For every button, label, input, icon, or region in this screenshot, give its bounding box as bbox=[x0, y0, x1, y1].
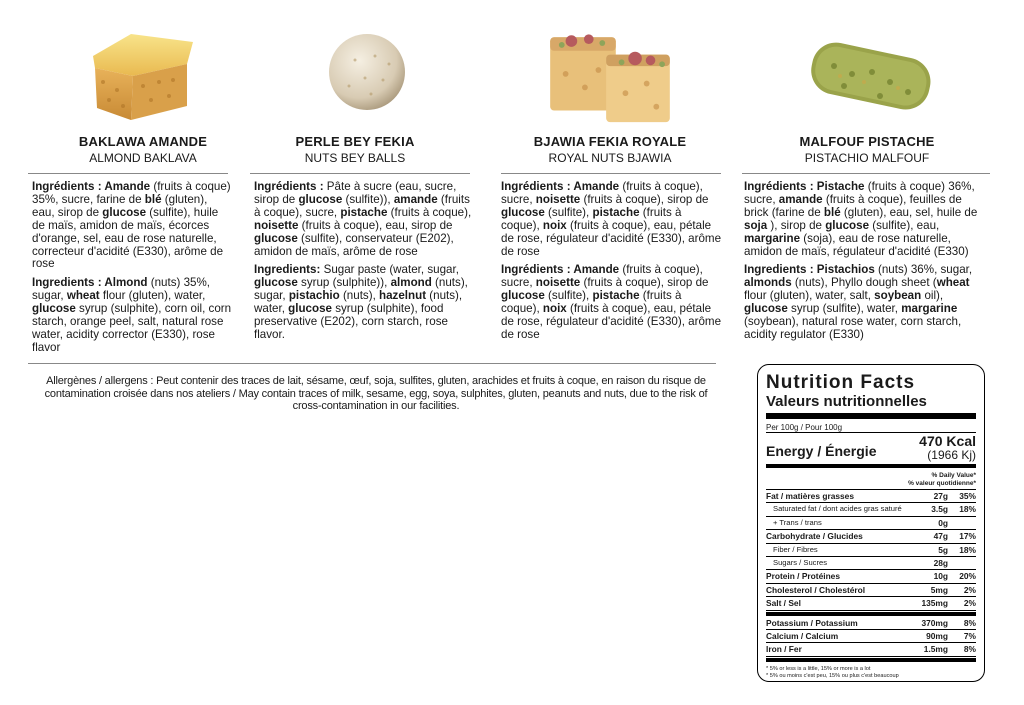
daily-value-fr: % valeur quotidienne* bbox=[908, 479, 976, 487]
product-name: PERLE BEY FEKIA bbox=[295, 134, 415, 149]
nutrient-row bbox=[766, 630, 976, 643]
ingredient-text: (fruits à coque), sucre, bbox=[501, 180, 703, 206]
ingredient-bold: amande bbox=[778, 192, 823, 206]
ingredient-bold: noisette bbox=[254, 218, 299, 232]
ingredient-bold: glucose bbox=[254, 276, 298, 290]
ingredients-block bbox=[744, 181, 984, 348]
nutrient-amount: 5mg bbox=[930, 584, 948, 595]
ingredient-text: (fruits à coque), bbox=[387, 205, 472, 219]
nutrition-subtitle: Valeurs nutritionnelles bbox=[766, 393, 927, 410]
ingredient-bold: Ingredients : Almond bbox=[32, 276, 148, 290]
ingredient-text: (sulfite), bbox=[544, 205, 593, 219]
divider bbox=[501, 173, 721, 174]
divider bbox=[250, 173, 470, 174]
ingredient-text: (gluten), eau, sirop de bbox=[32, 192, 208, 219]
nutrient-percent: 2% bbox=[963, 584, 976, 595]
nutrient-row bbox=[766, 584, 976, 597]
ingredient-text: (fruits à coque), sucre, bbox=[501, 263, 703, 290]
ingredient-text: syrup (sulphite), corn oil, corn starch, orange peel, salt, natural rose water, acidity corrector (E330), rose flavor bbox=[32, 302, 232, 354]
energy-kj: (1966 Kj) bbox=[927, 448, 976, 462]
ingredient-text: (sulfite), bbox=[544, 289, 593, 303]
ingredient-bold: almonds bbox=[744, 276, 792, 290]
ingredient-text: Sugar paste (water, sugar, bbox=[320, 263, 459, 277]
daily-value-header bbox=[766, 469, 976, 489]
thick-divider bbox=[766, 612, 976, 616]
nutrient-percent: 17% bbox=[959, 531, 976, 542]
nutrient-row bbox=[766, 570, 976, 583]
nutrition-title: Nutrition Facts bbox=[766, 372, 916, 393]
ingredient-bold: pistache bbox=[592, 289, 640, 303]
ingredient-bold: blé bbox=[823, 205, 841, 219]
nutrient-name: + Trans / trans bbox=[773, 517, 822, 527]
ingredient-bold: noisette bbox=[535, 192, 581, 206]
ingredients-en bbox=[744, 264, 984, 341]
ingredient-text: syrup (sulfite), water, bbox=[787, 302, 902, 316]
ingredients-block bbox=[254, 181, 476, 348]
product-subtitle: ROYAL NUTS BJAWIA bbox=[548, 151, 672, 165]
nutrient-percent: 8% bbox=[963, 617, 976, 628]
ingredient-text: (sulfite), conservateur (E202), amidon de maïs, arôme de rose bbox=[254, 231, 454, 258]
nutrient-percent: 18% bbox=[959, 544, 976, 555]
nutrient-percent: 8% bbox=[963, 644, 976, 655]
ingredient-text: (gluten), eau, sel, huile de bbox=[840, 205, 978, 219]
ingredient-text: (nuts) 35%, sugar, bbox=[32, 276, 211, 303]
nutrient-percent: 35% bbox=[959, 491, 976, 501]
ingredient-text: (fruits à coque), eau, sirop de bbox=[298, 218, 453, 232]
main-divider bbox=[28, 363, 716, 364]
ingredient-text: (fruits à coque), feuilles de brick (farine de bbox=[744, 192, 962, 219]
nutrient-percent: 18% bbox=[959, 504, 976, 515]
nutrient-amount: 135mg bbox=[921, 598, 948, 609]
ingredient-text: (nuts), Phyllo dough sheet ( bbox=[791, 276, 937, 290]
product-name: BJAWIA FEKIA ROYALE bbox=[533, 134, 687, 149]
nutrient-name: Salt / Sel bbox=[766, 598, 801, 609]
nutrient-percent bbox=[948, 557, 976, 569]
nutrient-row bbox=[766, 517, 976, 530]
ingredient-bold: noix bbox=[542, 302, 567, 316]
product-name: BAKLAWA AMANDE bbox=[78, 134, 208, 149]
ingredient-text: (sulfite)), bbox=[342, 192, 394, 206]
ingredient-text: (fruits à coque), bbox=[501, 205, 682, 232]
baklava-photo bbox=[73, 20, 213, 130]
energy-kcal-unit: Kcal bbox=[942, 433, 976, 449]
footnote-en: * 5% or less is a little, 15% or more is a lot bbox=[766, 665, 871, 672]
ingredient-text: ), sirop de bbox=[767, 218, 826, 232]
allergens-fr: Peut contenir des traces de lait, sésame, œuf, soja, sulfites, gluten, arachides et fruits à coque, en raison du risque de contamination croisée dans nos ateliers bbox=[44, 375, 706, 400]
ingredients-en bbox=[32, 277, 232, 354]
ingredient-bold: wheat bbox=[66, 289, 100, 303]
nutrient-amount: 28g bbox=[933, 558, 948, 569]
ingredient-bold: amande bbox=[393, 192, 438, 206]
nutrient-percent: 20% bbox=[959, 571, 976, 582]
ingredient-bold: wheat bbox=[936, 276, 970, 290]
ingredient-text: syrup (sulphite), food preservative (E202), corn starch, rose flavor. bbox=[254, 302, 448, 341]
ingredient-bold: pistache bbox=[592, 205, 640, 219]
nutrient-amount: 10g bbox=[933, 571, 948, 582]
nutrient-amount: 3.5g bbox=[931, 504, 948, 515]
footnote-fr: * 5% ou moins c'est peu, 15% ou plus c'est beaucoup bbox=[766, 672, 899, 679]
nutrient-row bbox=[766, 530, 976, 543]
daily-value-en: % Daily Value* bbox=[931, 472, 976, 479]
divider bbox=[742, 173, 990, 174]
nutrient-row bbox=[766, 490, 976, 503]
ingredient-bold: margarine bbox=[901, 302, 958, 316]
ingredient-text: (fruits à coque), sucre, bbox=[254, 192, 470, 219]
ingredient-bold: hazelnut bbox=[379, 289, 427, 303]
nutrient-name: Potassium / Potassium bbox=[766, 617, 858, 628]
nutrient-amount: 90mg bbox=[926, 631, 948, 642]
nutrient-name: Carbohydrate / Glucides bbox=[766, 531, 863, 542]
bjawia-photo bbox=[540, 16, 680, 126]
nutrient-name: Iron / Fer bbox=[766, 644, 802, 655]
ingredient-bold: blé bbox=[144, 192, 162, 206]
nutrient-percent: 7% bbox=[963, 631, 976, 642]
ingredients-en bbox=[501, 264, 723, 341]
serving-size: Per 100g / Pour 100g bbox=[766, 423, 843, 432]
nutrient-row bbox=[766, 643, 976, 656]
ingredient-text: (sulfite), eau, bbox=[869, 218, 940, 232]
nutrient-name: Fiber / Fibres bbox=[773, 544, 818, 554]
nutrient-amount: 27g bbox=[933, 491, 948, 501]
ingredient-text: (sulfite), huile de maïs, amidon de maïs, écorces d'orange, sel, eau de rose naturelle, correcteur d'acidité (E330), arôme de rose bbox=[32, 205, 224, 271]
product-subtitle: NUTS BEY BALLS bbox=[304, 151, 406, 165]
ingredients-fr bbox=[744, 181, 984, 258]
ingredient-text: (nuts), bbox=[339, 289, 380, 303]
product-subtitle: PISTACHIO MALFOUF bbox=[804, 151, 930, 165]
allergens-label: Allergènes / allergens : bbox=[46, 375, 157, 387]
ingredient-bold: glucose bbox=[501, 205, 545, 219]
ingredient-bold: Ingrédients : bbox=[254, 180, 324, 193]
nutrient-amount: 47g bbox=[933, 531, 948, 542]
nutrient-name: Fat / matières grasses bbox=[766, 491, 854, 501]
ingredient-text: (fruits à coque), sirop de bbox=[580, 192, 709, 206]
ingredient-text: (soybean), natural rose water, corn starch, acidity regulator (E330) bbox=[744, 315, 962, 341]
ingredient-text: (fruits à coque) 36%, sucre, bbox=[744, 180, 975, 206]
malfouf-photo bbox=[800, 20, 940, 130]
ball-photo bbox=[305, 20, 425, 130]
nutrient-row bbox=[766, 617, 976, 630]
ingredient-text: (soja), eau de rose naturelle, amidon de maïs, régulateur d'acidité (E330) bbox=[744, 231, 969, 258]
ingredient-bold: Ingredients: bbox=[254, 263, 321, 277]
nutrient-row bbox=[766, 597, 976, 610]
ingredient-text: (nuts), water, bbox=[254, 289, 463, 316]
ingredient-bold: almond bbox=[390, 276, 432, 290]
nutrient-rows bbox=[766, 490, 976, 662]
ingredient-bold: pistache bbox=[340, 205, 388, 219]
energy-label: Energy / Énergie bbox=[766, 443, 877, 459]
ingredient-bold: glucose bbox=[501, 289, 545, 303]
ingredient-text: (nuts) 36%, sugar, bbox=[874, 263, 973, 277]
ingredient-text: (fruits à coque), eau, pétale de rose, régulateur d'acidité (E330), arôme de rose bbox=[501, 218, 722, 258]
ingredient-bold: glucose bbox=[254, 231, 298, 245]
ingredients-en bbox=[254, 264, 476, 341]
product-subtitle: ALMOND BAKLAVA bbox=[89, 151, 197, 165]
ingredient-bold: glucose bbox=[744, 302, 788, 316]
thick-divider bbox=[766, 658, 976, 662]
energy-row bbox=[766, 433, 976, 463]
nutrient-amount: 0g bbox=[938, 517, 948, 528]
energy-values bbox=[919, 435, 976, 462]
ingredient-text: oil), bbox=[921, 289, 944, 303]
nutrient-row bbox=[766, 544, 976, 557]
thick-divider bbox=[766, 464, 976, 468]
ingredients-block bbox=[32, 181, 232, 361]
ingredient-text: (fruits à coque), sirop de bbox=[580, 276, 709, 290]
ingredient-text: flour (gluten), water, bbox=[99, 289, 206, 303]
allergens-text bbox=[40, 375, 712, 413]
ingredient-bold: glucose bbox=[102, 205, 147, 219]
ingredient-bold: Ingrédients : Amande bbox=[32, 180, 151, 193]
ingredient-text: Pâte à sucre (eau, sucre, sirop de bbox=[254, 180, 457, 206]
thick-divider bbox=[766, 413, 976, 419]
ingredient-bold: glucose bbox=[298, 192, 343, 206]
footnote bbox=[766, 663, 976, 680]
ingredient-bold: Ingrédients : Pistache bbox=[744, 180, 865, 193]
ingredient-bold: noisette bbox=[535, 276, 581, 290]
nutrient-amount: 1.5mg bbox=[923, 644, 948, 655]
nutrient-name: Calcium / Calcium bbox=[766, 631, 839, 642]
ingredient-bold: Ingrédients : Amande bbox=[501, 180, 620, 193]
ingredient-text: (fruits à coque), eau, pétale de rose, régulateur d'acidité (E330), arôme de rose bbox=[501, 302, 722, 341]
ingredient-bold: glucose bbox=[288, 302, 332, 316]
ingredients-block bbox=[501, 181, 723, 348]
ingredient-bold: margarine bbox=[744, 231, 801, 245]
nutrient-row bbox=[766, 557, 976, 570]
ingredient-bold: noix bbox=[542, 218, 567, 232]
nutrient-name: Sugars / Sucres bbox=[773, 558, 828, 568]
ingredient-bold: glucose bbox=[825, 218, 870, 232]
ingredient-bold: Ingredients : Pistachios bbox=[744, 263, 875, 277]
ingredient-text: syrup (sulphite)), bbox=[297, 276, 391, 290]
ingredients-fr bbox=[32, 181, 232, 271]
nutrient-amount: 370mg bbox=[921, 617, 948, 628]
nutrient-percent bbox=[948, 517, 976, 529]
ingredient-text: (nuts), sugar, bbox=[254, 276, 468, 303]
ingredient-text: (fruits à coque) 35%, sucre, farine de bbox=[32, 180, 231, 206]
ingredient-text: (fruits à coque), bbox=[501, 289, 682, 316]
ingredient-text: flour (gluten), water, salt, bbox=[744, 289, 875, 303]
divider bbox=[28, 173, 228, 174]
nutrient-percent: 2% bbox=[963, 598, 976, 609]
ingredient-bold: soybean bbox=[874, 289, 922, 303]
nutrition-facts-panel bbox=[757, 364, 985, 682]
nutrient-name: Protein / Protéines bbox=[766, 571, 840, 582]
nutrient-amount: 5g bbox=[938, 544, 948, 555]
product-name: MALFOUF PISTACHE bbox=[799, 134, 935, 149]
ingredient-bold: soja bbox=[744, 218, 768, 232]
nutrient-name: Cholesterol / Cholestérol bbox=[766, 584, 866, 595]
energy-kcal: 470 bbox=[919, 433, 943, 449]
ingredients-fr bbox=[254, 181, 476, 258]
allergens-separator: / bbox=[232, 387, 239, 400]
ingredient-bold: Ingrédients : Amande bbox=[501, 263, 620, 277]
ingredient-bold: pistachio bbox=[288, 289, 340, 303]
allergens-en: May contain traces of milk, sesame, egg, soya, sulphites, gluten, peanuts and nuts, due to the risk of cross-contamination in our facilities. bbox=[238, 387, 708, 413]
nutrient-row bbox=[766, 503, 976, 516]
ingredients-fr bbox=[501, 181, 723, 258]
nutrient-name: Saturated fat / dont acides gras saturé bbox=[773, 504, 902, 514]
ingredient-bold: glucose bbox=[32, 302, 76, 316]
